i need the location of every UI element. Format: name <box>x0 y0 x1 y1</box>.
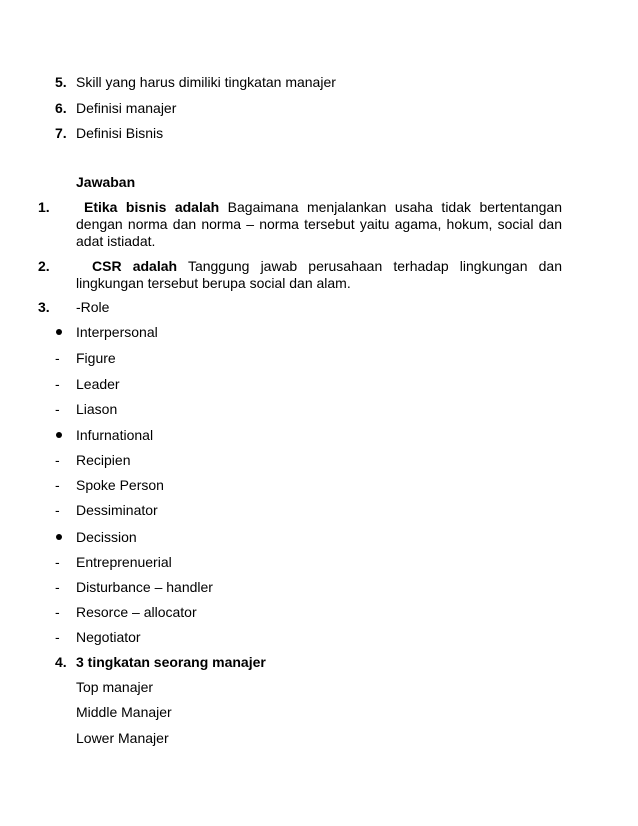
answer-4-text: 3 tingkatan seorang manajer <box>76 654 266 670</box>
dash-marker: - <box>55 376 60 392</box>
dash-marker: - <box>55 350 60 366</box>
dash-marker: - <box>55 477 60 493</box>
dash-marker: - <box>55 629 60 645</box>
answer-1 <box>0 199 638 251</box>
answer-1-term: Etika bisnis adalah <box>84 199 220 215</box>
role-item: Figure <box>76 350 116 366</box>
dash-marker: - <box>55 502 60 518</box>
question-text: Definisi Bisnis <box>76 125 164 141</box>
bullet-icon <box>56 329 62 335</box>
role-item: Resorce – allocator <box>76 604 197 620</box>
role-group-label: Interpersonal <box>76 324 158 340</box>
manager-level: Top manajer <box>76 679 154 695</box>
role-item: Negotiator <box>76 629 141 645</box>
dash-marker: - <box>55 604 60 620</box>
role-item: Disturbance – handler <box>76 579 213 595</box>
bullet-icon <box>56 534 62 540</box>
dash-marker: - <box>55 401 60 417</box>
answer-number: 4. <box>55 654 67 670</box>
answer-2-term: CSR adalah <box>92 258 178 274</box>
question-number: 5. <box>55 74 67 90</box>
role-item: Liason <box>76 401 118 417</box>
role-item: Entreprenuerial <box>76 554 172 570</box>
role-group-label: Infurnational <box>76 427 154 443</box>
role-item: Dessiminator <box>76 502 158 518</box>
answer-number: 1. <box>38 199 50 215</box>
question-text: Skill yang harus dimiliki tingkatan manajer <box>76 74 336 90</box>
dash-marker: - <box>55 452 60 468</box>
manager-level: Middle Manajer <box>76 704 172 720</box>
answer-1-text: Bagaimana menjalankan usaha tidak bertentangan dengan norma dan norma – norma tersebut yaitu agama, hokum, social dan adat istiadat. <box>76 199 562 249</box>
manager-level: Lower Manajer <box>76 730 169 746</box>
role-item: Spoke Person <box>76 477 164 493</box>
answer-2-text: Tanggung jawab perusahaan terhadap lingkungan dan lingkungan tersebut berupa social dan alam. <box>76 258 562 291</box>
dash-marker: - <box>55 554 60 570</box>
question-number: 7. <box>55 125 67 141</box>
answer-number: 3. <box>38 299 50 315</box>
role-item: Recipien <box>76 452 131 468</box>
question-number: 6. <box>55 100 67 116</box>
answer-2 <box>0 258 638 293</box>
answer-number: 2. <box>38 258 50 274</box>
answer-2-paragraph <box>76 258 562 292</box>
answers-heading: Jawaban <box>76 174 136 190</box>
role-item: Leader <box>76 376 120 392</box>
answer-3-text: -Role <box>76 299 110 315</box>
dash-marker: - <box>55 579 60 595</box>
answer-1-paragraph <box>76 199 562 250</box>
bullet-icon <box>56 432 62 438</box>
question-text: Definisi manajer <box>76 100 177 116</box>
role-group-label: Decission <box>76 529 137 545</box>
